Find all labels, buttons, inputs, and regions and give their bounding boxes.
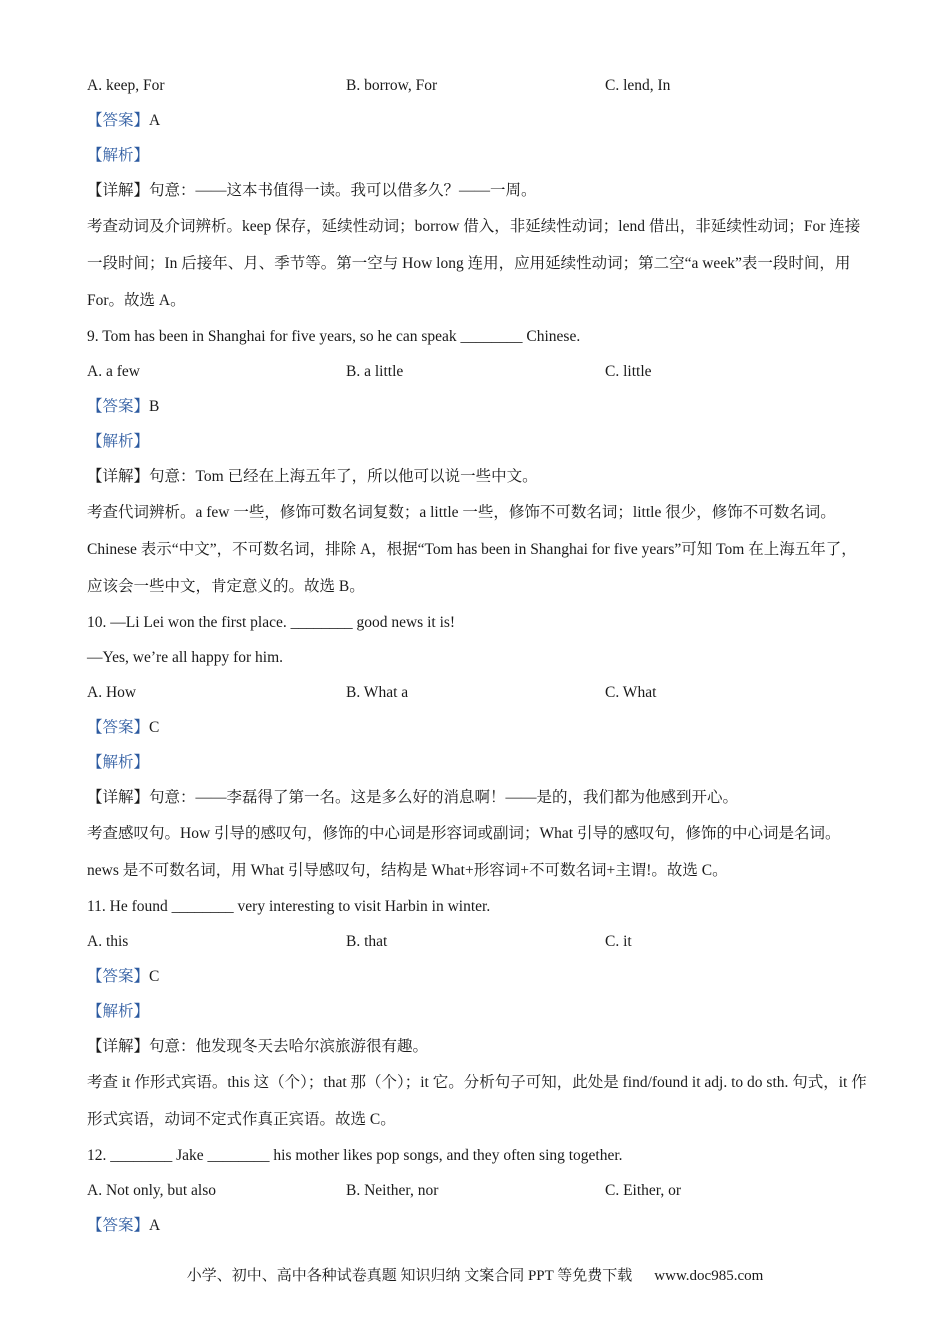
q10-explanation: 考查感叹句。How 引导的感叹句，修饰的中心词是形容词或副词；What 引导的感叹句，修饰的中心词是名词。news 是不可数名词，用 What 引导感叹句，结构是 What+形容词+不可数名词+主谓!。故选 C。 xyxy=(87,825,841,879)
q12-option-c: C. Either, or xyxy=(605,1182,682,1199)
analysis-tag: 【解析】 xyxy=(87,754,150,771)
answer-tag: 【答案】 xyxy=(87,398,150,415)
q10-question: 10. —Li Lei won the first place. ________ good news it is! xyxy=(87,614,456,631)
footer-link[interactable]: www.doc985.com xyxy=(654,1268,764,1284)
footer-text: 小学、初中、高中各种试卷真题 知识归纳 文案合同 PPT 等免费下载 xyxy=(186,1268,633,1284)
q12-option-a: A. Not only, but also xyxy=(87,1182,217,1199)
detail-tag: 【详解】 xyxy=(87,468,150,485)
answer-value: C xyxy=(149,719,160,736)
q10-reply: —Yes, we’re all happy for him. xyxy=(87,649,284,666)
q8-detail xyxy=(87,173,867,208)
answer-tag: 【答案】 xyxy=(87,1217,150,1234)
detail-meaning: 句意：——这本书值得一读。我可以借多久？——一周。 xyxy=(149,182,537,199)
q8-explanation: 考查动词及介词辨析。keep 保存，延续性动词；borrow 借入，非延续性动词；lend 借出，非延续性动词；For 连接一段时间；In 后接年、月、季节等。第一空与 How long 连用，应用延续性动词；第二空“a week”表一段时间，用 For。故选 A。 xyxy=(87,218,861,309)
q12-options xyxy=(87,1173,867,1208)
q8-answer xyxy=(87,103,867,138)
q11-options xyxy=(87,924,867,959)
detail-tag: 【详解】 xyxy=(87,182,150,199)
detail-tag: 【详解】 xyxy=(87,1038,150,1055)
q10-options xyxy=(87,675,867,710)
q9-option-c: C. little xyxy=(605,363,652,380)
detail-tag: 【详解】 xyxy=(87,789,150,806)
q10-option-a: A. How xyxy=(87,684,137,701)
detail-meaning: 句意：Tom 已经在上海五年了，所以他可以说一些中文。 xyxy=(149,468,538,485)
document-body xyxy=(87,68,867,1243)
q11-option-c: C. it xyxy=(605,933,632,950)
q9-analysis xyxy=(87,424,867,459)
detail-meaning: 句意：他发现冬天去哈尔滨旅游很有趣。 xyxy=(149,1038,429,1055)
q10-option-b: B. What a xyxy=(346,684,409,701)
q11-question: 11. He found ________ very interesting to visit Harbin in winter. xyxy=(87,898,491,915)
analysis-tag: 【解析】 xyxy=(87,147,150,164)
q8-option-a: A. keep, For xyxy=(87,77,165,94)
q10-answer xyxy=(87,710,867,745)
q11-option-a: A. this xyxy=(87,933,129,950)
answer-value: A xyxy=(149,112,161,129)
q10-option-c: C. What xyxy=(605,684,657,701)
answer-tag: 【答案】 xyxy=(87,719,150,736)
answer-value: B xyxy=(149,398,160,415)
q9-option-a: A. a few xyxy=(87,363,140,380)
q8-options xyxy=(87,68,867,103)
q9-answer xyxy=(87,389,867,424)
q11-detail xyxy=(87,1029,867,1064)
answer-tag: 【答案】 xyxy=(87,112,150,129)
page-footer xyxy=(0,1264,950,1285)
q9-question: 9. Tom has been in Shanghai for five years, so he can speak ________ Chinese. xyxy=(87,328,581,345)
q12-question: 12. ________ Jake ________ his mother likes pop songs, and they often sing together. xyxy=(87,1147,623,1164)
answer-value: C xyxy=(149,968,160,985)
q9-explanation: 考查代词辨析。a few 一些，修饰可数名词复数；a little 一些，修饰不可数名词；little 很少，修饰不可数名词。Chinese 表示“中文”，不可数名词，排除 A，根据“Tom has been in Shanghai for five years”可知 Tom 在上海五年了，应该会一些中文，肯定意义的。故选 B。 xyxy=(87,504,857,595)
q11-answer xyxy=(87,959,867,994)
analysis-tag: 【解析】 xyxy=(87,433,150,450)
q11-analysis xyxy=(87,994,867,1029)
answer-value: A xyxy=(149,1217,161,1234)
q9-detail xyxy=(87,459,867,494)
answer-tag: 【答案】 xyxy=(87,968,150,985)
q11-explanation: 考查 it 作形式宾语。this 这（个）；that 那（个）；it 它。分析句子可知，此处是 find/found it adj. to do sth. 句式，it 作形式宾语，动词不定式作真正宾语。故选 C。 xyxy=(87,1074,867,1128)
q11-option-b: B. that xyxy=(346,933,388,950)
q8-option-b: B. borrow, For xyxy=(346,77,438,94)
q9-option-b: B. a little xyxy=(346,363,404,380)
q9-options xyxy=(87,354,867,389)
q10-analysis xyxy=(87,745,867,780)
analysis-tag: 【解析】 xyxy=(87,1003,150,1020)
detail-meaning: 句意：——李磊得了第一名。这是多么好的消息啊！——是的，我们都为他感到开心。 xyxy=(149,789,739,806)
q12-option-b: B. Neither, nor xyxy=(346,1182,439,1199)
q8-option-c: C. lend, In xyxy=(605,77,671,94)
q8-analysis xyxy=(87,138,867,173)
q12-answer xyxy=(87,1208,867,1243)
q10-detail xyxy=(87,780,867,815)
